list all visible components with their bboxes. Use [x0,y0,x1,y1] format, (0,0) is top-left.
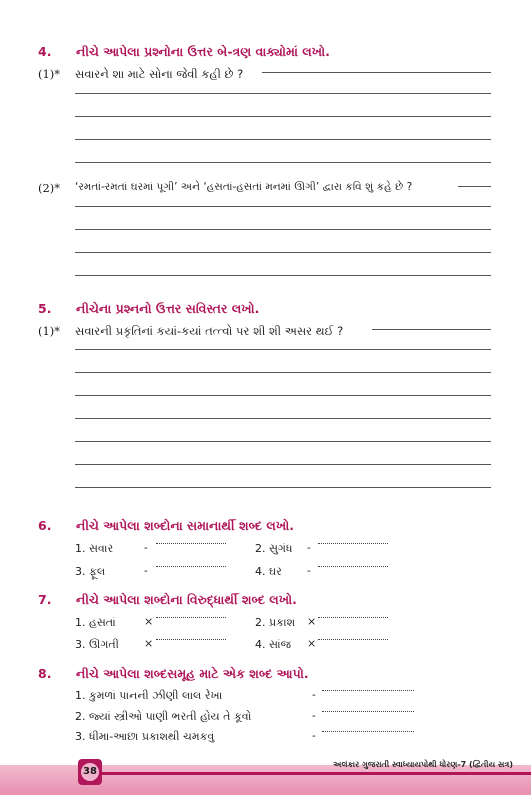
answer-blank[interactable] [322,731,414,732]
answer-blank[interactable] [156,617,226,618]
q7-title: નીચે આપેલા શબ્દોના વિરુદ્ધાર્થી શબ્દ લખો. [76,592,297,607]
q8-separator: - [312,729,316,742]
answer-blank[interactable] [156,543,226,544]
q6-item-2: 2. સુગંધ [255,542,293,555]
q7-separator: × [307,637,317,650]
answer-line[interactable] [372,329,491,330]
q6-separator: - [307,541,311,554]
answer-line[interactable] [75,252,491,253]
answer-blank[interactable] [318,543,388,544]
q4-number: 4. [38,44,52,59]
q8-separator: - [312,688,316,701]
answer-line[interactable] [75,464,491,465]
q6-item-1: 1. સવાર [75,542,114,555]
q5-item1-text: સવારની પ્રકૃતિનાં કયાં-કયાં તત્ત્વો પર શી શી અસર થઈ ? [75,324,344,338]
q7-separator: × [307,615,317,628]
answer-blank[interactable] [322,711,414,712]
answer-blank[interactable] [318,639,388,640]
book-title: અલંકાર ગુજરાતી સ્વાધ્યાયપોથી ધોરણ-7 (દ્વિતીય સત્ર) [333,760,513,769]
answer-blank[interactable] [318,617,388,618]
answer-line[interactable] [75,93,491,94]
q8-heading [38,666,309,682]
q7-separator: × [144,615,154,628]
q8-item-3: 3. ધીમા-આછા પ્રકાશથી ચમકવું [75,730,215,743]
q4-title: નીચે આપેલા પ્રશ્નોના ઉત્તર બે-ત્રણ વાક્યોમાં લખો. [76,44,330,59]
answer-blank[interactable] [156,566,226,567]
q6-separator: - [307,564,311,577]
q7-item-2: 2. પ્રકાશ [255,616,296,629]
q4-item1-text: સવારને શા માટે સોના જેવી કહી છે ? [75,67,244,81]
answer-line[interactable] [75,441,491,442]
q8-title: નીચે આપેલા શબ્દસમૂહ માટે એક શબ્દ આપો. [76,666,309,681]
answer-blank[interactable] [318,566,388,567]
answer-line[interactable] [75,349,491,350]
page-number: 38 [81,763,99,781]
answer-line[interactable] [75,395,491,396]
q4-item2-number: (2)* [38,181,61,195]
q7-item-1: 1. હસતાં [75,616,116,629]
q5-number: 5. [38,301,52,316]
page-number-badge [78,759,102,785]
answer-line[interactable] [75,116,491,117]
answer-line[interactable] [75,418,491,419]
answer-line[interactable] [75,139,491,140]
q7-item-3: 3. ઊગતી [75,638,119,651]
answer-blank[interactable] [156,639,226,640]
q7-item-4: 4. સાંજ [255,638,292,651]
q6-number: 6. [38,518,52,533]
answer-line[interactable] [75,206,491,207]
q8-item-1: 1. કુમળાં પાનની ઝીણી લાલ રેખા [75,689,223,702]
q4-item2-text: ‘રમતાં-રમતાં ઘરમાં પૂગી’ અને ‘હસતાં-હસતાં મનમાં ઊગી’ દ્વારા કવિ શું કહે છે ? [75,181,413,193]
answer-line[interactable] [75,162,491,163]
q6-item-3: 3. ફૂલ [75,565,106,578]
q5-item1-number: (1)* [38,324,61,338]
q7-number: 7. [38,592,52,607]
q6-heading [38,518,294,534]
q7-heading [38,592,297,608]
q6-title: નીચે આપેલા શબ્દોના સમાનાર્થી શબ્દ લખો. [76,518,294,533]
q8-separator: - [312,709,316,722]
q6-item-4: 4. ઘર [255,565,282,578]
answer-line[interactable] [75,275,491,276]
answer-line[interactable] [262,72,491,73]
answer-line[interactable] [75,229,491,230]
answer-blank[interactable] [322,690,414,691]
q8-number: 8. [38,666,52,681]
footer-rule [100,772,531,775]
q5-heading [38,301,259,317]
answer-line[interactable] [75,372,491,373]
q5-title: નીચેના પ્રશ્નનો ઉત્તર સવિસ્તર લખો. [76,301,260,316]
q6-separator: - [144,564,148,577]
q6-separator: - [144,541,148,554]
q7-separator: × [144,637,154,650]
q4-item1-number: (1)* [38,67,61,81]
answer-line[interactable] [458,186,491,187]
answer-line[interactable] [75,487,491,488]
q4-heading [38,44,330,60]
q8-item-2: 2. જ્યાં સ્ત્રીઓ પાણી ભરતી હોય તે કૂવો [75,710,252,723]
